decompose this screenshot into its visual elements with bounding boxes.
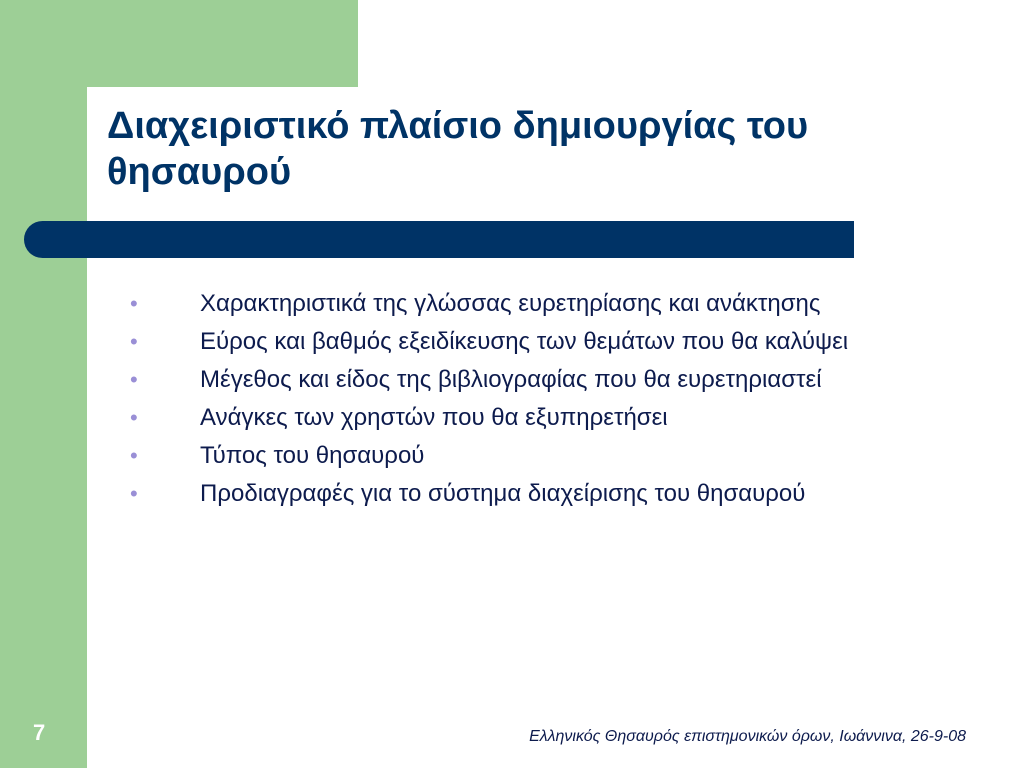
bullet-item bbox=[125, 288, 945, 320]
bullet-text: Ανάγκες των χρηστών που θα εξυπηρετήσει bbox=[200, 404, 668, 431]
slide-title-line-1: Διαχειριστικό πλαίσιο δημιουργίας του bbox=[107, 105, 809, 147]
bullet-item bbox=[125, 402, 945, 434]
bullet-list bbox=[125, 288, 945, 516]
title-divider-bar bbox=[24, 221, 854, 258]
bullet-dot-icon: • bbox=[130, 367, 138, 392]
bullet-item bbox=[125, 440, 945, 472]
bullet-item bbox=[125, 478, 945, 510]
bullet-text: Χαρακτηριστικά της γλώσσας ευρετηρίασης και ανάκτησης bbox=[200, 290, 821, 317]
bullet-dot-icon: • bbox=[130, 405, 138, 430]
bullet-dot-icon: • bbox=[130, 291, 138, 316]
slide-footer: Ελληνικός Θησαυρός επιστημονικών όρων, Ιωάννινα, 26-9-08 bbox=[529, 728, 966, 745]
bullet-dot-icon: • bbox=[130, 481, 138, 506]
bullet-text: Προδιαγραφές για το σύστημα διαχείρισης του θησαυρού bbox=[200, 480, 806, 507]
top-decorative-block bbox=[87, 0, 358, 87]
bullet-dot-icon: • bbox=[130, 329, 138, 354]
bullet-item bbox=[125, 364, 945, 396]
bullet-item bbox=[125, 326, 945, 358]
slide-title bbox=[107, 103, 987, 195]
bullet-text: Μέγεθος και είδος της βιβλιογραφίας που θα ευρετηριαστεί bbox=[200, 366, 822, 393]
bullet-text: Τύπος του θησαυρού bbox=[200, 442, 425, 469]
slide-number: 7 bbox=[33, 720, 46, 745]
bullet-dot-icon: • bbox=[130, 443, 138, 468]
slide-title-line-2: θησαυρού bbox=[107, 151, 292, 193]
left-decorative-band bbox=[0, 0, 87, 768]
bullet-text: Εύρος και βαθμός εξειδίκευσης των θεμάτων που θα καλύψει bbox=[200, 328, 849, 355]
